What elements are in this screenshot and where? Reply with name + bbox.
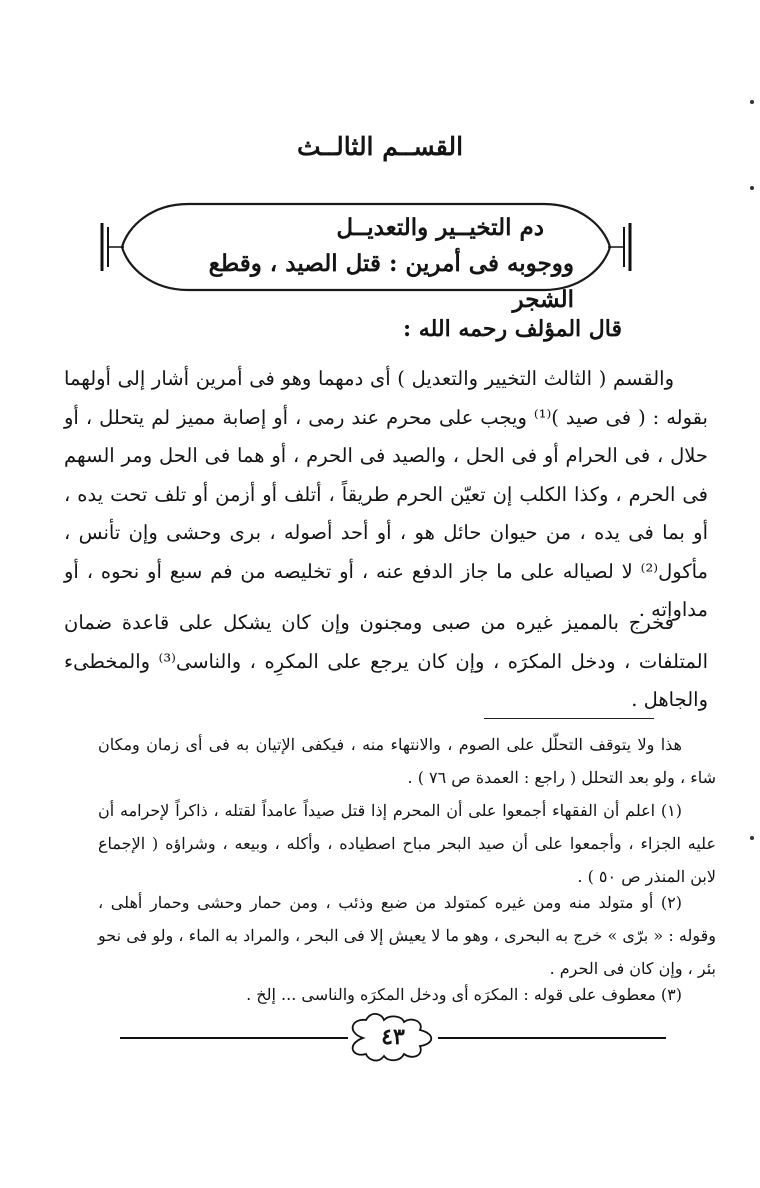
margin-mark bbox=[750, 836, 754, 840]
footnote-2 bbox=[98, 886, 716, 985]
right-frame-ornament bbox=[596, 217, 636, 277]
paragraph-1 bbox=[64, 360, 708, 630]
footnote-continuation-text: هذا ولا يتوقف التحلّل على الصوم ، والانتهاء منه ، فيكفى الإتيان به فى أى زمان ومكان شاء ، ولو بعد التحلل ( راجع : العمدة ص ٧٦ ) . bbox=[98, 735, 716, 787]
footnote-3 bbox=[98, 978, 716, 1011]
paragraph-1-text: والقسم ( الثالث التخيير والتعديل ) أى دمهما وهو فى أمرين أشار إلى أولهما بقوله : ( فى صيد )⁽¹⁾ ويجب على محرم عند رمى ، أو إصابة مميز لم يتحلل ، أو حلال ، فى الحرام أو فى الحل ، والصيد فى الحرم ، أو هما فى الحل ومر السهم فى الحرم ، وكذا الكلب إن تعيّن الحرم طريقاً ، أتلف أو أزمن أو تلف تحت يده ، أو بما فى يده ، من حيوان حائل هو ، أو أحد أصوله ، برى وحشى وإن تأنس ، مأكول⁽²⁾ لا لصياله على ما جاز الدفع عنه ، أو تخليصه من فم سبع أو نحوه ، أو مداواته . bbox=[64, 367, 708, 621]
footnote-continuation bbox=[98, 728, 716, 794]
section-title: القســم الثالــث bbox=[296, 132, 464, 161]
page-number-ornament bbox=[120, 1012, 666, 1062]
chapter-title-line1: دم التخيــير والتعديــل bbox=[336, 214, 544, 241]
page-number: ٤٣ bbox=[381, 1024, 405, 1050]
footnote-separator bbox=[484, 718, 654, 719]
chapter-title-text bbox=[174, 210, 574, 318]
chapter-title-box bbox=[118, 198, 614, 313]
footnote-1 bbox=[98, 794, 716, 893]
left-frame-ornament bbox=[96, 217, 136, 277]
margin-mark bbox=[750, 100, 754, 104]
footnote-2-text: (٢) أو متولد منه ومن غيره كمتولد من ضبع وذئب ، ومن حمار وحشى وحمار أهلى ، وقوله : « برّى » خرج به البحرى ، وهو ما لا يعيش إلا فى البحر ، والمراد به الماء ، ولو فى نحو بئر ، وإن كان فى الحرم . bbox=[98, 893, 717, 978]
paragraph-2-text: فخرج بالمميز غيره من صبى ومجنون وإن كان يشكل على قاعدة ضمان المتلفات ، ودخل المكرَه ، وإن كان يرجع على المكرِه ، والناسى⁽³⁾ والمخطىء والجاهل . bbox=[64, 611, 708, 711]
chapter-title-line2: ووجوبه فى أمرين : قتل الصيد ، وقطع الشجر bbox=[208, 250, 574, 313]
margin-mark bbox=[750, 186, 754, 190]
author-intro: قال المؤلف رحمه الله : bbox=[403, 316, 622, 342]
footnote-3-text: (٣) معطوف على قوله : المكرَه أى ودخل المكرَه والناسى ... إلخ . bbox=[246, 985, 682, 1004]
paragraph-2 bbox=[64, 604, 708, 720]
footnote-1-text: (١) اعلم أن الفقهاء أجمعوا على أن المحرم إذا قتل صيداً عامداً لقتله ، ذاكراً لإحرامه أن عليه الجزاء ، وأجمعوا على أن صيد البحر مباح اصطياده ، وأكله ، وبيعه ، وشراؤه ( الإجماع لابن المنذر ص ٥٠ ) . bbox=[98, 801, 716, 886]
